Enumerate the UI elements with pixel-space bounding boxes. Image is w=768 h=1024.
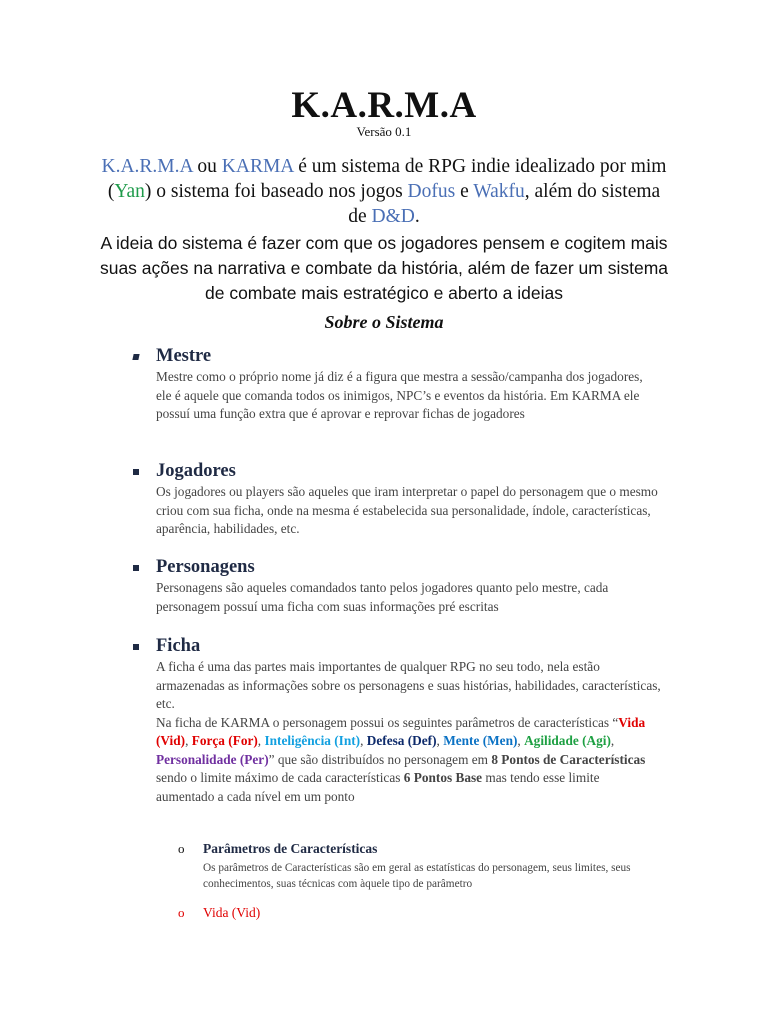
ficha-description: A ficha é uma das partes mais importantes de qualquer RPG no seu todo, nela estão armazenadas as informações sobre os personagens e suas histórias, habilidades, características, etc. xyxy=(156,659,661,711)
total-points: 8 Pontos de Características xyxy=(491,751,646,767)
item-text: Personagens são aqueles comandados tanto pelos jogadores quanto pelo mestre, cada personagem possuí uma ficha com suas informações pré escritas xyxy=(156,580,609,614)
intro-text: é um sistema de RPG indie idealizado por mim ( xyxy=(107,156,667,202)
text-run: , xyxy=(610,733,615,748)
text-run: , xyxy=(517,733,525,748)
dnd-name: D&D xyxy=(371,206,415,227)
intro-text: e xyxy=(455,181,474,202)
circle-bullet-icon: o xyxy=(178,841,185,856)
karma-name: KARMA xyxy=(221,156,294,177)
karma-dotted-name: K.A.R.M.A xyxy=(101,156,193,177)
param-def: Defesa (Def) xyxy=(366,733,437,748)
intro-text: ou xyxy=(192,156,222,177)
document-title: K.A.R.M.A xyxy=(291,85,477,126)
intro-text: , além do sistema de xyxy=(348,181,661,227)
square-bullet-icon xyxy=(133,469,139,475)
square-bullet-icon xyxy=(132,354,139,360)
sub-title: Vida (Vid) xyxy=(203,905,261,920)
intro-paragraph xyxy=(100,154,668,229)
text-run: mas tendo esse limite aumentado a cada nível em um ponto xyxy=(156,770,600,804)
author-name: Yan xyxy=(114,181,145,202)
text-run: , xyxy=(436,733,444,748)
item-text: Mestre como o próprio nome já diz é a figura que mestra a sessão/campanha dos jogadores, ele é aquele que comanda todos os inimigos, NPC’s e eventos da história. Em KARMA ele possuí uma função extra que é aprovar e reprovar fichas de jogadores xyxy=(156,369,643,421)
param-for: Força (For) xyxy=(191,733,258,748)
idea-paragraph: A ideia do sistema é fazer com que os jogadores pensem e cogitem mais suas ações na narrativa e combate da história, além de fazer um sistema de combate mais estratégico e aberto a ideias xyxy=(99,233,669,303)
item-title: Jogadores xyxy=(156,461,236,481)
text-run: , xyxy=(257,733,265,748)
item-title: Ficha xyxy=(156,636,201,656)
item-text xyxy=(156,658,661,806)
param-per: Personalidade (Per) xyxy=(156,751,269,767)
param-vid: Vida (Vid) xyxy=(156,714,646,748)
item-text: Os jogadores ou players são aqueles que iram interpretar o papel do personagem que o mesmo criou com sua ficha, onde na mesma é estabelecida sua personalidade, índole, características, aparência, habilidades, etc. xyxy=(156,484,658,536)
text-run: Na ficha de KARMA o personagem possui os seguintes parâmetros de características “ xyxy=(156,714,619,730)
text-run: sendo o limite máximo de cada características xyxy=(156,770,404,785)
base-points: 6 Pontos Base xyxy=(403,770,483,785)
item-title: Personagens xyxy=(156,557,255,577)
text-run: , xyxy=(185,733,192,748)
text-run: , xyxy=(360,733,367,748)
intro-text: . xyxy=(414,206,420,227)
intro-text: ) o sistema foi baseado nos jogos xyxy=(144,181,408,202)
sub-text: Os parâmetros de Características são em geral as estatísticas do personagem, seus limites, seus conhecimentos, suas técnicas com àquele tipo de parâmetro xyxy=(203,862,631,890)
section-title: Sobre o Sistema xyxy=(324,312,444,332)
square-bullet-icon xyxy=(133,644,139,650)
sub-title: Parâmetros de Características xyxy=(203,841,378,856)
param-int: Inteligência (Int) xyxy=(264,733,361,748)
circle-bullet-icon: o xyxy=(178,905,185,920)
item-title: Mestre xyxy=(156,346,212,366)
param-agi: Agilidade (Agi) xyxy=(524,733,611,748)
text-run: ” que são distribuídos no personagem em xyxy=(268,751,492,767)
wakfu-name: Wakfu xyxy=(473,181,525,202)
dofus-name: Dofus xyxy=(407,181,456,202)
square-bullet-icon xyxy=(133,565,139,571)
param-men: Mente (Men) xyxy=(443,733,518,748)
ficha-parameters-text xyxy=(156,714,661,807)
version-label: Versão 0.1 xyxy=(356,124,412,139)
